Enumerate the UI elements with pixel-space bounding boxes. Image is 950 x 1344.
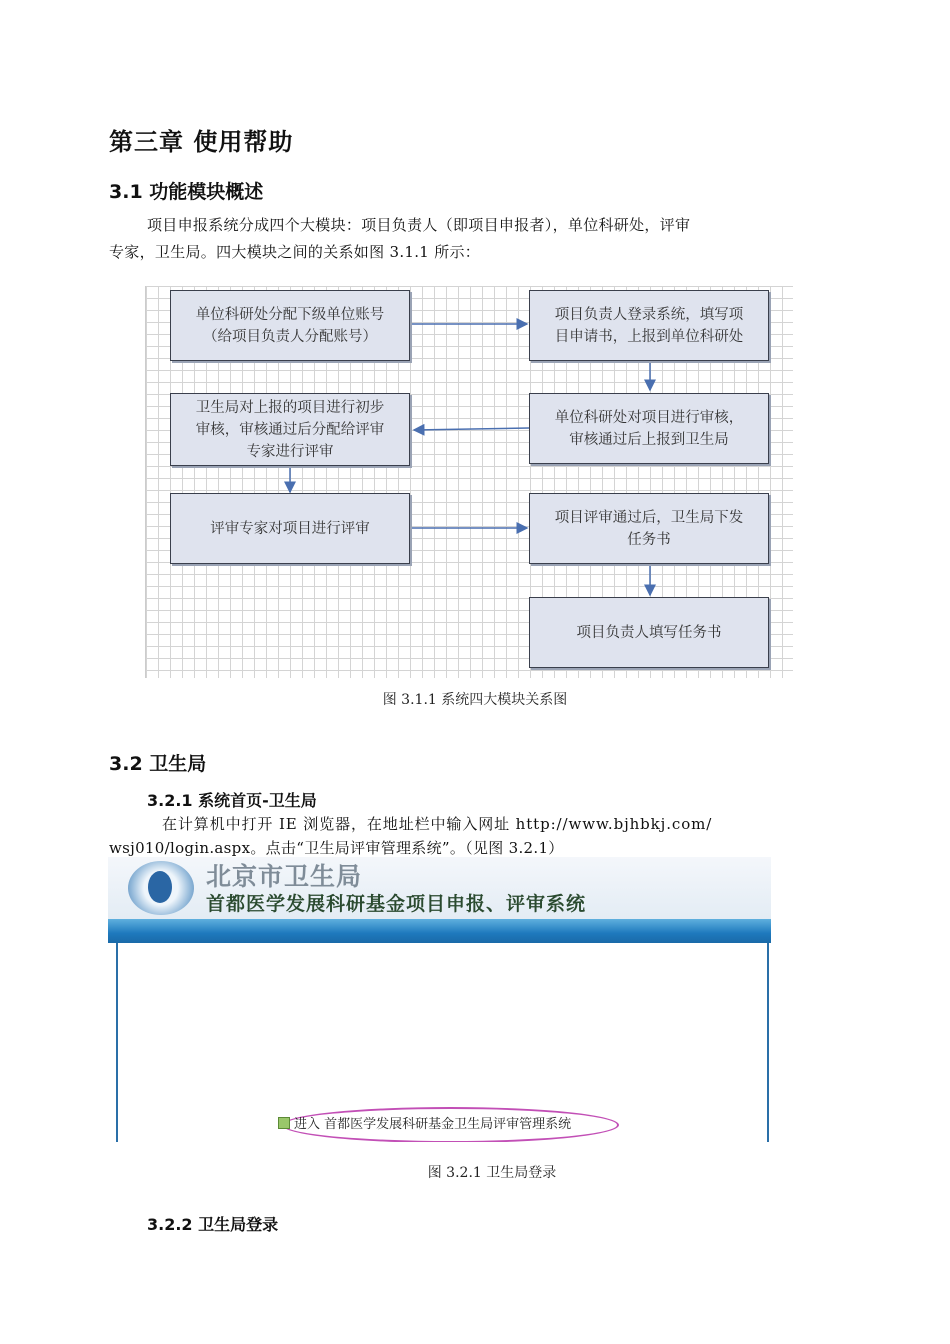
arrow-b4-b3 [414,428,529,430]
paragraph-line: 在计算机中打开 IE 浏览器，在地址栏中输入网址 http://www.bjhbkj.com/ [162,815,713,833]
flow-box-expert-review: 评审专家对项目进行评审 [170,493,410,564]
paragraph-line: wsj010/login.aspx。点击“卫生局评审管理系统”。（见图 3.2.1） [109,839,564,857]
subsection-heading-3-2-2: 3.2.2 卫生局登录 [147,1215,279,1234]
screenshot-header [108,857,771,919]
chapter-title: 第三章 使用帮助 [109,128,294,156]
health-bureau-logo-icon [128,861,194,915]
subsection-heading-3-2-1: 3.2.1 系统首页-卫生局 [147,791,317,810]
section-heading-3-2: 3.2 卫生局 [109,753,207,775]
login-screenshot [108,857,771,1142]
flow-box-issue-task: 项目评审通过后，卫生局下发 任务书 [529,493,769,564]
section-heading-3-1: 3.1 功能模块概述 [109,181,264,203]
module-flowchart [145,286,793,678]
enter-system-link[interactable]: 进入 首都医学发展科研基金卫生局评审管理系统 [294,1117,572,1132]
screenshot-banner [108,919,771,943]
flow-box-leader-apply: 项目负责人登录系统，填写项 目申请书，上报到单位科研处 [529,290,769,361]
flow-box-unit-assign: 单位科研处分配下级单位账号 （给项目负责人分配账号） [170,290,410,361]
flow-box-unit-review: 单位科研处对项目进行审核， 审核通过后上报到卫生局 [529,393,769,464]
paragraph-line: 项目申报系统分成四个大模块：项目负责人（即项目申报者），单位科研处，评审 [147,216,691,234]
flow-box-fill-task: 项目负责人填写任务书 [529,597,769,668]
screenshot-subtitle: 首都医学发展科研基金项目申报、评审系统 [206,893,587,915]
flow-box-bureau-review: 卫生局对上报的项目进行初步 审核，审核通过后分配给评审 专家进行评审 [170,393,410,466]
enter-icon [278,1117,290,1129]
figure-caption: 图 3.2.1 卫生局登录 [427,1165,557,1181]
paragraph-line: 专家，卫生局。四大模块之间的关系如图 3.1.1 所示： [109,243,481,261]
screenshot-title: 北京市卫生局 [206,862,363,891]
figure-caption: 图 3.1.1 系统四大模块关系图 [382,692,568,708]
